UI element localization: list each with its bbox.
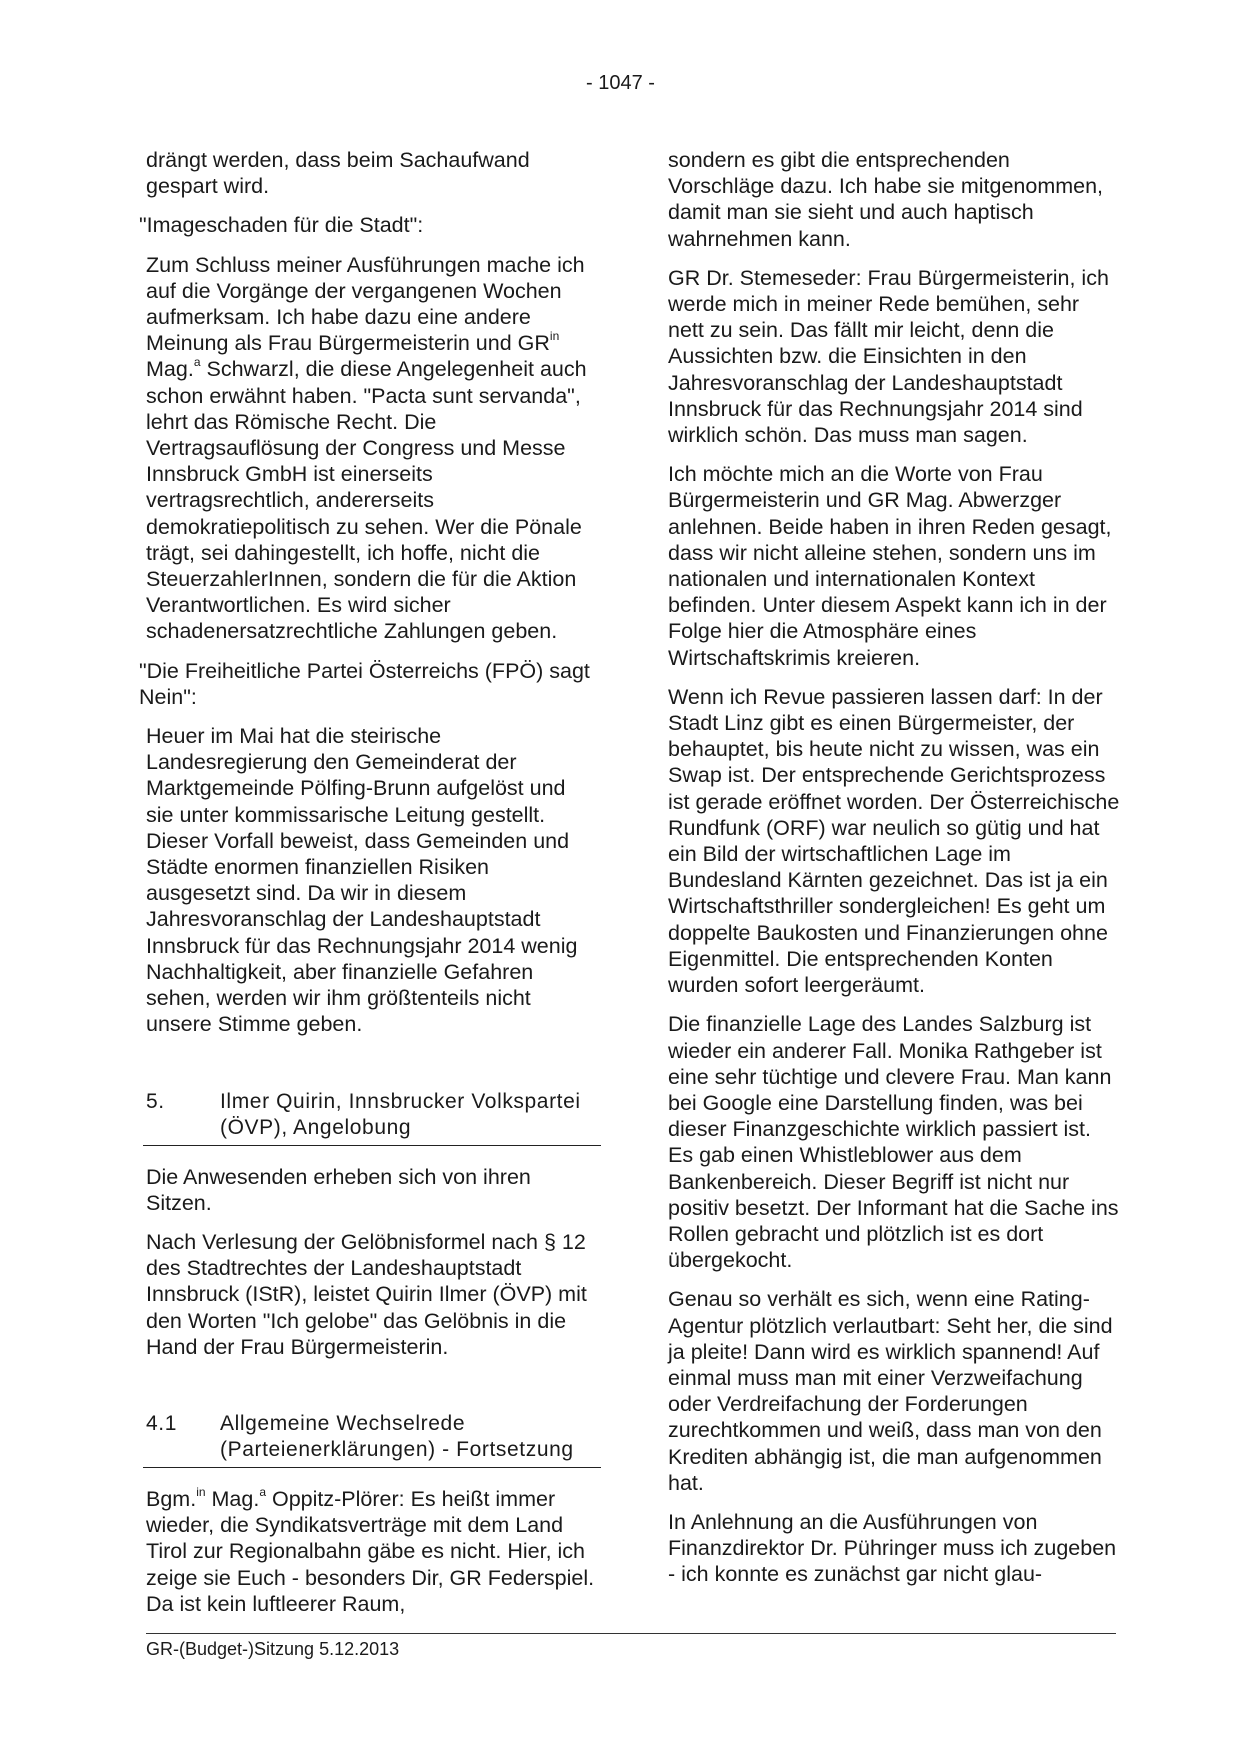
paragraph: Die Anwesenden erheben sich von ihren Sitzen. xyxy=(146,1164,531,1215)
paragraph: sondern es gibt die entsprechenden Vorschläge dazu. Ich habe sie mitgenommen, damit man sie sieht und auch haptisch wahrnehmen kann. xyxy=(668,148,1104,251)
agenda-heading-4-1 xyxy=(143,1411,601,1468)
paragraph: Zum Schluss meiner Ausführungen mache ich auf die Vorgänge der vergangenen Wochen aufmerksam. Ich habe dazu eine andere Meinung als Frau Bürgermeisterin und $GR^{in}$ Mag.$^a$ Schwarzl, die diese Angelegenheit auch schon erwähnt haben. "Pacta sunt servanda", lehrt das Römische Recht. Die Vertragsauflösung der Congress und Messe Innsbruck GmbH ist einerseits vertragsrechtlich, andererseits demokratiepolitisch zu sehen. Wer die Pönale trägt, sei dahingestellt, ich hoffe, nicht die SteuerzahlerInnen, sondern die für die Aktion Verantwortlichen. Es wird sicher schadenersatzrechtliche Zahlungen geben. xyxy=(146,252,587,644)
paragraph: In Anlehnung an die Ausführungen von Finanzdirektor Dr. Pühringer muss ich zugeben - ich konnte es zunächst gar nicht glau- xyxy=(668,1509,1117,1587)
agenda-heading-5 xyxy=(143,1089,601,1146)
paragraph: Nach Verlesung der Gelöbnisformel nach § 12 des Stadtrechtes der Landeshauptstadt Innsbruck (IStR), leistet Quirin Ilmer (ÖVP) mit den Worten "Ich gelobe" das Gelöbnis in die Hand der Frau Bürgermeisterin. xyxy=(146,1229,587,1359)
left-column xyxy=(139,147,598,1630)
paragraph: Genau so verhält es sich, wenn eine Rating-Agentur plötzlich verlautbart: Seht her, die sind ja pleite! Dann wird es wirklich spannend! Auf einmal muss man mit einer Verzweifachung oder Verdreifachung der Forderungen zurechtkommen und weiß, dass man von den Krediten abhängig ist, die man aufgenommen hat. xyxy=(668,1287,1113,1495)
right-column xyxy=(668,147,1120,1601)
heading-number: 5. xyxy=(146,1089,165,1113)
paragraph: Ich möchte mich an die Worte von Frau Bürgermeisterin und GR Mag. Abwerzger anlehnen. Beide haben in ihren Reden gesagt, dass wir nicht alleine stehen, sondern uns im nationalen und internationalen Kontext befinden. Unter diesem Aspekt kann ich in der Folge hier die Atmosphäre eines Wirtschaftskrimis kreieren. xyxy=(668,462,1112,670)
paragraph: drängt werden, dass beim Sachaufwand gespart wird. xyxy=(146,148,530,199)
paragraph: Wenn ich Revue passieren lassen darf: In der Stadt Linz gibt es einen Bürgermeister, der behauptet, bis heute nicht zu wissen, was ein Swap ist. Der entsprechende Gerichtsprozess ist gerade eröffnet worden. Der Österreichische Rundfunk (ORF) war neulich so gütig und hat ein Bild der wirtschaftlichen Lage im Bundesland Kärnten gezeichnet. Das ist ja ein Wirtschaftsthriller sondergleichen! Es geht um doppelte Baukosten und Finanzierungen ohne Eigenmittel. Die entsprechenden Konten wurden sofort leergeräumt. xyxy=(668,684,1120,998)
section-quote-heading: "Die Freiheitliche Partei Österreichs (FPÖ) sagt Nein": xyxy=(139,658,590,709)
section-quote-heading: "Imageschaden für die Stadt": xyxy=(139,213,424,238)
heading-title: Allgemeine Wechselrede (Parteienerklärungen) - Fortsetzung xyxy=(220,1411,574,1461)
heading-title: Ilmer Quirin, Innsbrucker Volkspartei (ÖVP), Angelobung xyxy=(220,1089,581,1139)
footer-text: GR-(Budget-)Sitzung 5.12.2013 xyxy=(146,1639,400,1659)
heading-number: 4.1 xyxy=(146,1411,177,1435)
paragraph: Bgm.$^{in}$ Mag.$^a$ Oppitz-Plörer: Es heißt immer wieder, die Syndikatsverträge mit dem Land Tirol zur Regionalbahn gäbe es nicht. Hier, ich zeige sie Euch - besonders Dir, GR Federspiel. Da ist kein luftleerer Raum, xyxy=(146,1484,595,1616)
page-number: - 1047 - xyxy=(586,72,655,94)
paragraph: GR Dr. Stemeseder: Frau Bürgermeisterin, ich werde mich in meiner Rede bemühen, sehr nett zu sein. Das fällt mir leicht, denn die Aussichten bzw. die Einsichten in den Jahresvoranschlag der Landeshauptstadt Innsbruck für das Rechnungsjahr 2014 sind wirklich schön. Das muss man sagen. xyxy=(668,265,1109,448)
paragraph: Heuer im Mai hat die steirische Landesregierung den Gemeinderat der Marktgemeinde Pölfing-Brunn aufgelöst und sie unter kommissarische Leitung gestellt. Dieser Vorfall beweist, dass Gemeinden und Städte enormen finanziellen Risiken ausgesetzt sind. Da wir in diesem Jahresvoranschlag der Landeshauptstadt Innsbruck für das Rechnungsjahr 2014 wenig Nachhaltigkeit, aber finanzielle Gefahren sehen, werden wir ihm größtenteils nicht unsere Stimme geben. xyxy=(146,724,578,1037)
paragraph: Die finanzielle Lage des Landes Salzburg ist wieder ein anderer Fall. Monika Rathgeber ist eine sehr tüchtige und clevere Frau. Man kann bei Google eine Darstellung finden, was bei dieser Finanzgeschichte wirklich passiert ist. Es gab einen Whistleblower aus dem Bankenbereich. Dieser Begriff ist nicht nur positiv besetzt. Der Informant hat die Sache ins Rollen gebracht und plötzlich ist es dort übergekocht. xyxy=(668,1012,1119,1273)
footer-divider xyxy=(146,1633,1116,1634)
